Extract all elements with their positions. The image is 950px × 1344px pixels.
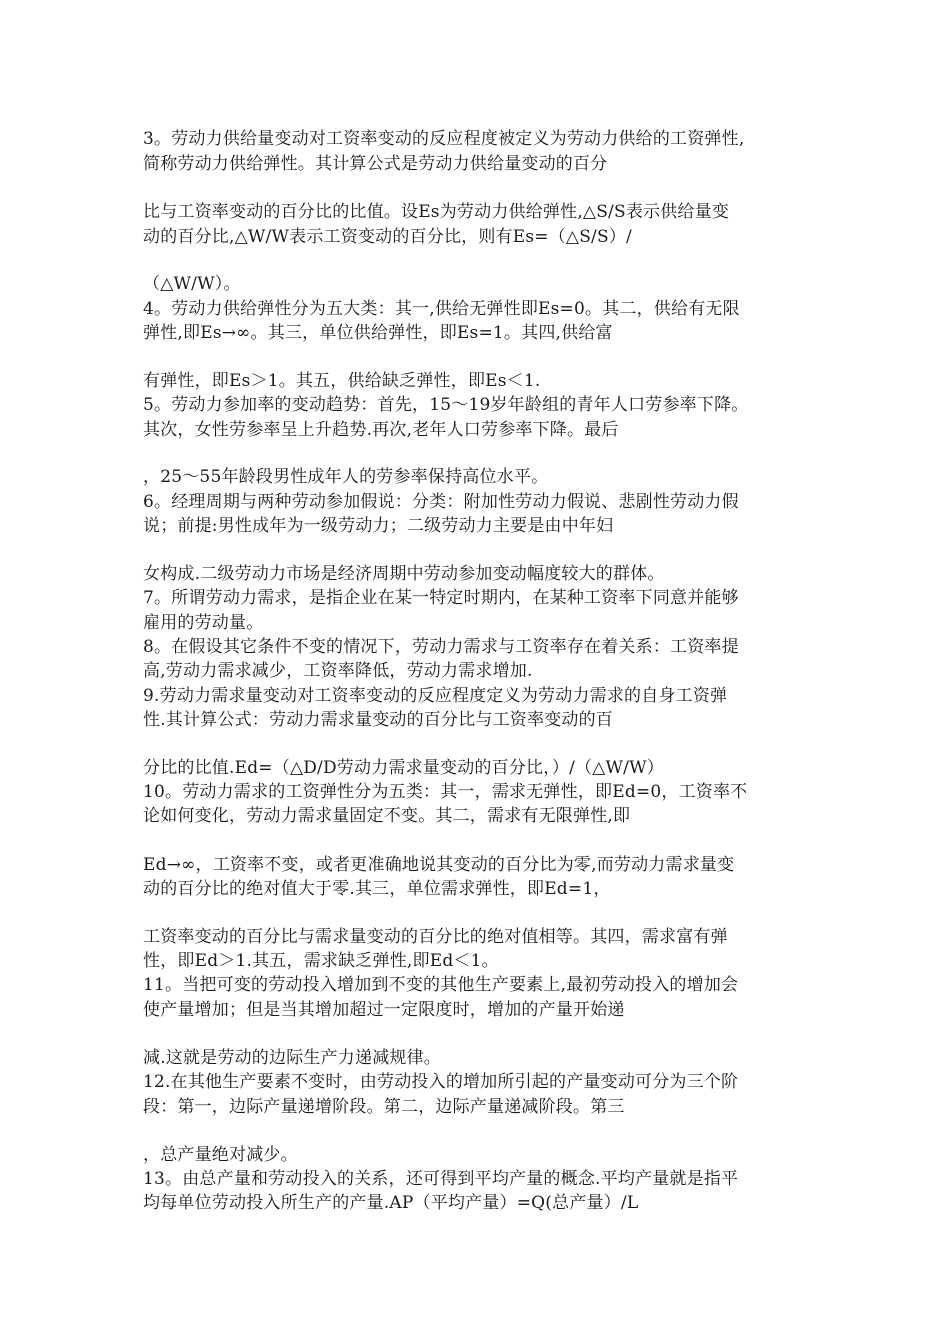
text-line: 6。经理周期与两种劳动参加假说：分类：附加性劳动力假说、悲剧性劳动力假 xyxy=(143,492,739,512)
text-line: 简称劳动力供给弹性。其计算公式是劳动力供给量变动的百分 xyxy=(143,154,608,174)
text-line: 说；前提:男性成年为一级劳动力；二级劳动力主要是由中年妇 xyxy=(143,516,614,536)
text-line: 5。劳动力参加率的变动趋势：首先，15～19岁年龄组的青年人口劳参率下降。 xyxy=(143,395,749,415)
text-line: 13。由总产量和劳动投入的关系，还可得到平均产量的概念.平均产量就是指平 xyxy=(143,1169,739,1189)
text-line: 3。劳动力供给量变动对工资率变动的反应程度被定义为劳动力供给的工资弹性, xyxy=(143,129,745,149)
text-line: ，总产量绝对减少。 xyxy=(143,1145,298,1165)
text-line: 高,劳动力需求减少，工资率降低，劳动力需求增加. xyxy=(143,661,533,681)
text-line: Ed→∞，工资率不变，或者更准确地说其变动的百分比为零,而劳动力需求量变 xyxy=(143,855,735,875)
text-line: ，25～55年龄段男性成年人的劳参率保持高位水平。 xyxy=(143,467,549,487)
text-line: 其次，女性劳参率呈上升趋势.再次,老年人口劳参率下降。最后 xyxy=(143,420,619,440)
text-line: 性，即Ed＞1.其五，需求缺乏弹性,即Ed＜1。 xyxy=(143,951,499,971)
text-line: 使产量增加；但是当其增加超过一定限度时，增加的产量开始递 xyxy=(143,1000,625,1020)
text-line: 比与工资率变动的百分比的比值。设Es为劳动力供给弹性,△S/S表示供给量变 xyxy=(143,202,730,222)
text-line: 弹性,即Es→∞。其三，单位供给弹性，即Es=1。其四,供给富 xyxy=(143,323,613,343)
text-line: 8。在假设其它条件不变的情况下，劳动力需求与工资率存在着关系：工资率提 xyxy=(143,637,739,657)
text-line: 有弹性，即Es＞1。其五，供给缺乏弹性，即Es＜1. xyxy=(143,371,541,391)
text-line: 4。劳动力供给弹性分为五大类：其一,供给无弹性即Es=0。其二，供给有无限 xyxy=(143,299,740,319)
text-line: 动的百分比,△W/W表示工资变动的百分比，则有Es=（△S/S）/ xyxy=(143,227,632,247)
text-line: 减.这就是劳动的边际生产力递减规律。 xyxy=(143,1048,442,1068)
text-line: 工资率变动的百分比与需求量变动的百分比的绝对值相等。其四，需求富有弹 xyxy=(143,927,728,947)
text-line: 12.在其他生产要素不变时，由劳动投入的增加所引起的产量变动可分为三个阶 xyxy=(143,1072,739,1092)
text-line: 11。当把可变的劳动投入增加到不变的其他生产要素上,最初劳动投入的增加会 xyxy=(143,975,739,995)
text-line: （△W/W）。 xyxy=(143,274,241,294)
text-line: 10。劳动力需求的工资弹性分为五类：其一，需求无弹性，即Ed=0，工资率不 xyxy=(143,782,748,802)
text-line: 雇用的劳动量。 xyxy=(143,613,264,633)
text-line: 7。所谓劳动力需求，是指企业在某一特定时期内，在某种工资率下同意并能够 xyxy=(143,588,739,608)
text-line: 女构成.二级劳动力市场是经济周期中劳动参加变动幅度较大的群体。 xyxy=(143,564,665,584)
text-line: 段：第一，边际产量递增阶段。第二，边际产量递减阶段。第三 xyxy=(143,1097,625,1117)
text-line: 分比的比值.Ed=（△D/D劳动力需求量变动的百分比，）/（△W/W） xyxy=(143,758,664,778)
text-line: 9.劳动力需求量变动对工资率变动的反应程度定义为劳动力需求的自身工资弹 xyxy=(143,686,728,706)
text-line: 论如何变化，劳动力需求量固定不变。其二，需求有无限弹性,即 xyxy=(143,806,631,826)
text-line: 动的百分比的绝对值大于零.其三，单位需求弹性，即Ed=1， xyxy=(143,879,611,899)
text-line: 性.其计算公式：劳动力需求量变动的百分比与工资率变动的百 xyxy=(143,710,614,730)
text-line: 均每单位劳动投入所生产的产量.AP（平均产量）=Q(总产量）/L xyxy=(143,1193,639,1213)
